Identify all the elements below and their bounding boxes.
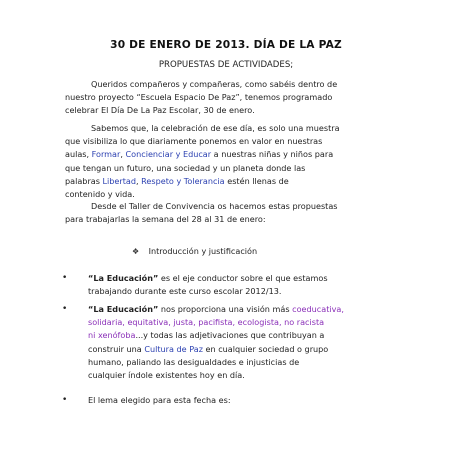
- purpose-line-6: contenido y vida.: [65, 189, 135, 200]
- taller-paragraph: [65, 200, 395, 226]
- bullet2-line-6: cualquier índole existentes hoy en día.: [88, 370, 245, 381]
- text-span: a nuestras niñas y niños para: [211, 149, 334, 160]
- diamond-bullet-icon: ❖: [132, 247, 140, 256]
- text-span: ,: [120, 149, 126, 160]
- taller-line-2: para trabajarlas la semana del 28 al 31 de enero:: [65, 214, 266, 225]
- text-span: ...y todas las adjetivaciones que contribuyan a: [135, 330, 325, 341]
- text-span: en cualquier sociedad o grupo: [202, 343, 329, 354]
- text-span: estén llenas de: [224, 175, 289, 186]
- list-item-text: [88, 303, 408, 382]
- bullet-dot-icon: •: [62, 304, 68, 314]
- bullet2-line-5: humano, paliando las desigualdades e injusticias de: [88, 356, 300, 367]
- text-span: construir una: [88, 343, 145, 354]
- bullet2-line-4: [88, 343, 408, 356]
- bold-term: “La Educación”: [88, 304, 159, 314]
- purpose-paragraph: [65, 122, 395, 201]
- purpose-line-4: que tengan un futuro, una sociedad y un planeta donde las: [65, 162, 306, 173]
- list-item-text: [88, 394, 408, 407]
- taller-line-1: Desde el Taller de Convivencia os hacemos estas propuestas: [91, 201, 338, 211]
- text-span: palabras: [65, 175, 103, 186]
- highlight-cultura-de-paz: Cultura de Paz: [144, 343, 203, 354]
- bullet2-line-3: [88, 329, 408, 342]
- purpose-line-1: Sabemos que, la celebración de ese día, es solo una muestra: [91, 123, 340, 133]
- highlight-libertad: Libertad: [102, 175, 137, 186]
- purpose-line-2: que visibiliza lo que diariamente ponemos en valor en nuestras: [65, 136, 323, 147]
- intro-line-2: nuestro proyecto “Escuela Espacio De Paz”, tenemos programado: [65, 92, 333, 103]
- document-title: 30 DE ENERO DE 2013. DÍA DE LA PAZ: [110, 39, 342, 51]
- bold-term: “La Educación”: [88, 273, 159, 283]
- intro-paragraph: [65, 78, 395, 118]
- bullet1-line-2: trabajando durante este curso escolar 2012/13.: [88, 286, 282, 297]
- list-item-text: [88, 272, 408, 298]
- intro-line-1: Queridos compañeros y compañeras, como sabéis dentro de: [91, 79, 338, 89]
- text-span: aulas,: [65, 149, 92, 160]
- text-span: nos proporciona una visión más: [158, 304, 293, 314]
- highlight-xenofoba: ni xenófoba: [88, 330, 136, 341]
- bullet2-line-1: [88, 303, 408, 316]
- bullet3-line-1: El lema elegido para esta fecha es:: [88, 395, 231, 405]
- intro-line-3: celebrar El Día De La Paz Escolar, 30 de enero.: [65, 105, 255, 116]
- highlight-concienciar: Concienciar y Educar: [125, 149, 212, 160]
- document-subtitle: PROPUESTAS DE ACTIVIDADES;: [158, 60, 294, 70]
- purpose-line-5: [65, 175, 395, 188]
- bullet1-line-1: [88, 272, 408, 285]
- highlight-coeducativa: coeducativa,: [292, 304, 344, 314]
- text-span: ,: [136, 175, 142, 186]
- highlight-formar: Formar: [91, 149, 121, 160]
- highlight-respeto: Respeto y Tolerancia: [141, 175, 225, 186]
- bullet-dot-icon: •: [62, 273, 68, 283]
- purpose-line-3: [65, 148, 395, 161]
- bullet2-line-2: solidaria, equitativa, justa, pacifista, ecologista, no racista: [88, 317, 325, 328]
- section-heading: [132, 246, 257, 256]
- text-span: es el eje conductor sobre el que estamos: [158, 273, 328, 283]
- section-heading-text: Introducción y justificación: [148, 246, 258, 256]
- bullet-dot-icon: •: [62, 395, 68, 405]
